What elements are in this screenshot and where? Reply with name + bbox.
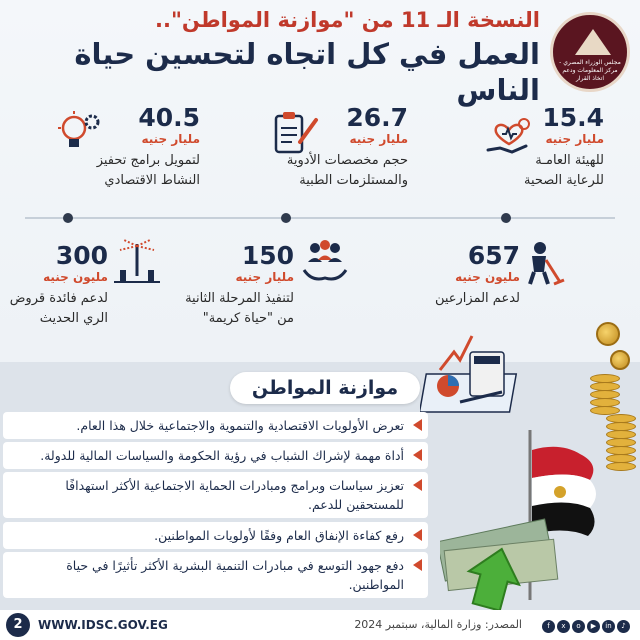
stat-desc-line2: من "حياة كريمة" [202, 311, 294, 326]
stat-value: 150 [241, 241, 294, 270]
stat-desc [144, 289, 294, 329]
stat-value: 26.7 [346, 103, 408, 132]
timeline-line [25, 217, 615, 219]
timeline-dot [281, 213, 291, 223]
budget-title: موازنة المواطن [230, 372, 420, 404]
stat-unit: مليار جنيه [235, 270, 294, 284]
budget-point [3, 552, 428, 598]
coin-icon [606, 462, 636, 471]
budget-point [3, 522, 428, 549]
stat-hayah-karima [144, 242, 294, 329]
budget-point [3, 472, 428, 518]
tiktok-icon[interactable]: ♪ [617, 620, 630, 633]
coin-icon [596, 322, 620, 346]
stat-farmers [380, 242, 520, 309]
stat-value: 15.4 [542, 103, 604, 132]
stat-desc-line1: حجم مخصصات الأدوية [286, 153, 408, 168]
stat-economic-activity [50, 104, 200, 191]
stat-desc [380, 289, 520, 309]
stat-value: 657 [467, 241, 520, 270]
stat-desc-line1: لدعم فائدة قروض [9, 291, 108, 306]
stat-desc-line2: النشاط الاقتصادي [104, 173, 200, 188]
pyramid-icon [575, 29, 611, 55]
budget-point [3, 412, 428, 439]
stat-irrigation [4, 242, 108, 329]
social-icons [540, 620, 630, 639]
youtube-icon[interactable]: ▶ [587, 620, 600, 633]
arrow-bullet-icon [413, 529, 422, 541]
title-line-1: النسخة الـ 11 من "موازنة المواطن".. [155, 8, 540, 32]
page-number: 2 [6, 613, 30, 637]
stat-medicines [258, 104, 408, 191]
stat-healthcare [484, 104, 604, 191]
x-twitter-icon[interactable]: x [557, 620, 570, 633]
logo-text: مجلس الوزراء المصري - مركز المعلومات ودعم اتخاذ القرار [559, 59, 621, 82]
arrow-bullet-icon [413, 479, 422, 491]
budget-point-text: رفع كفاءة الإنفاق العام وفقًا لأولويات المواطنين. [154, 528, 404, 543]
source-note: المصدر: وزارة المالية، سبتمبر 2024 [354, 618, 522, 631]
timeline-dot [63, 213, 73, 223]
timeline-dot [501, 213, 511, 223]
stat-unit: مليار جنيه [141, 132, 200, 146]
stat-desc-line2: والمستلزمات الطبية [299, 173, 408, 188]
stat-value: 40.5 [138, 103, 200, 132]
stat-desc-line1: لدعم المزارعين [434, 291, 520, 306]
arrow-bullet-icon [413, 449, 422, 461]
stat-unit: مليون جنيه [43, 270, 108, 284]
stat-desc-line1: للهيئة العامـة [535, 153, 604, 168]
stat-unit: مليار جنيه [349, 132, 408, 146]
stat-desc-line2: الري الحديث [39, 311, 108, 326]
arrow-bullet-icon [413, 419, 422, 431]
finance-chart-calculator-icon [420, 330, 530, 420]
budget-point-text: أداة مهمة لإشراك الشباب في رؤية الحكومة والسياسات المالية للدولة. [40, 448, 404, 463]
title-line-2: العمل في كل اتجاه لتحسين حياة الناس [74, 37, 540, 107]
budget-point-text: تعزيز سياسات وبرامج ومبادرات الحماية الاجتماعية الأكثر استهدافًا للمستحقين للدعم. [65, 478, 404, 512]
coin-icon [610, 350, 630, 370]
idsc-logo [550, 12, 630, 92]
stat-desc [484, 151, 604, 191]
facebook-icon[interactable]: f [542, 620, 555, 633]
linkedin-icon[interactable]: in [602, 620, 615, 633]
stat-desc [4, 289, 108, 329]
instagram-icon[interactable]: o [572, 620, 585, 633]
stat-desc [50, 151, 200, 191]
arrow-bullet-icon [413, 559, 422, 571]
stat-desc-line1: لتمويل برامج تحفيز [96, 153, 200, 168]
stat-value: 300 [55, 241, 108, 270]
stat-desc-line2: للرعاية الصحية [523, 173, 604, 188]
stat-desc [258, 151, 408, 191]
stat-desc-line1: لتنفيذ المرحلة الثانية [185, 291, 294, 306]
budget-point [3, 442, 428, 469]
farmer-icon [518, 238, 568, 288]
budget-point-text: تعرض الأولويات الاقتصادية والتنموية والاجتماعية خلال هذا العام. [76, 418, 404, 433]
stat-unit: مليار جنيه [545, 132, 604, 146]
stat-unit: مليون جنيه [455, 270, 520, 284]
budget-point-text: دفع جهود التوسع في مبادرات التنمية البشرية الأكثر تأثيرًا في حياة المواطنين. [66, 558, 404, 592]
website-link[interactable]: WWW.IDSC.GOV.EG [38, 618, 168, 632]
community-hands-icon [300, 236, 350, 286]
